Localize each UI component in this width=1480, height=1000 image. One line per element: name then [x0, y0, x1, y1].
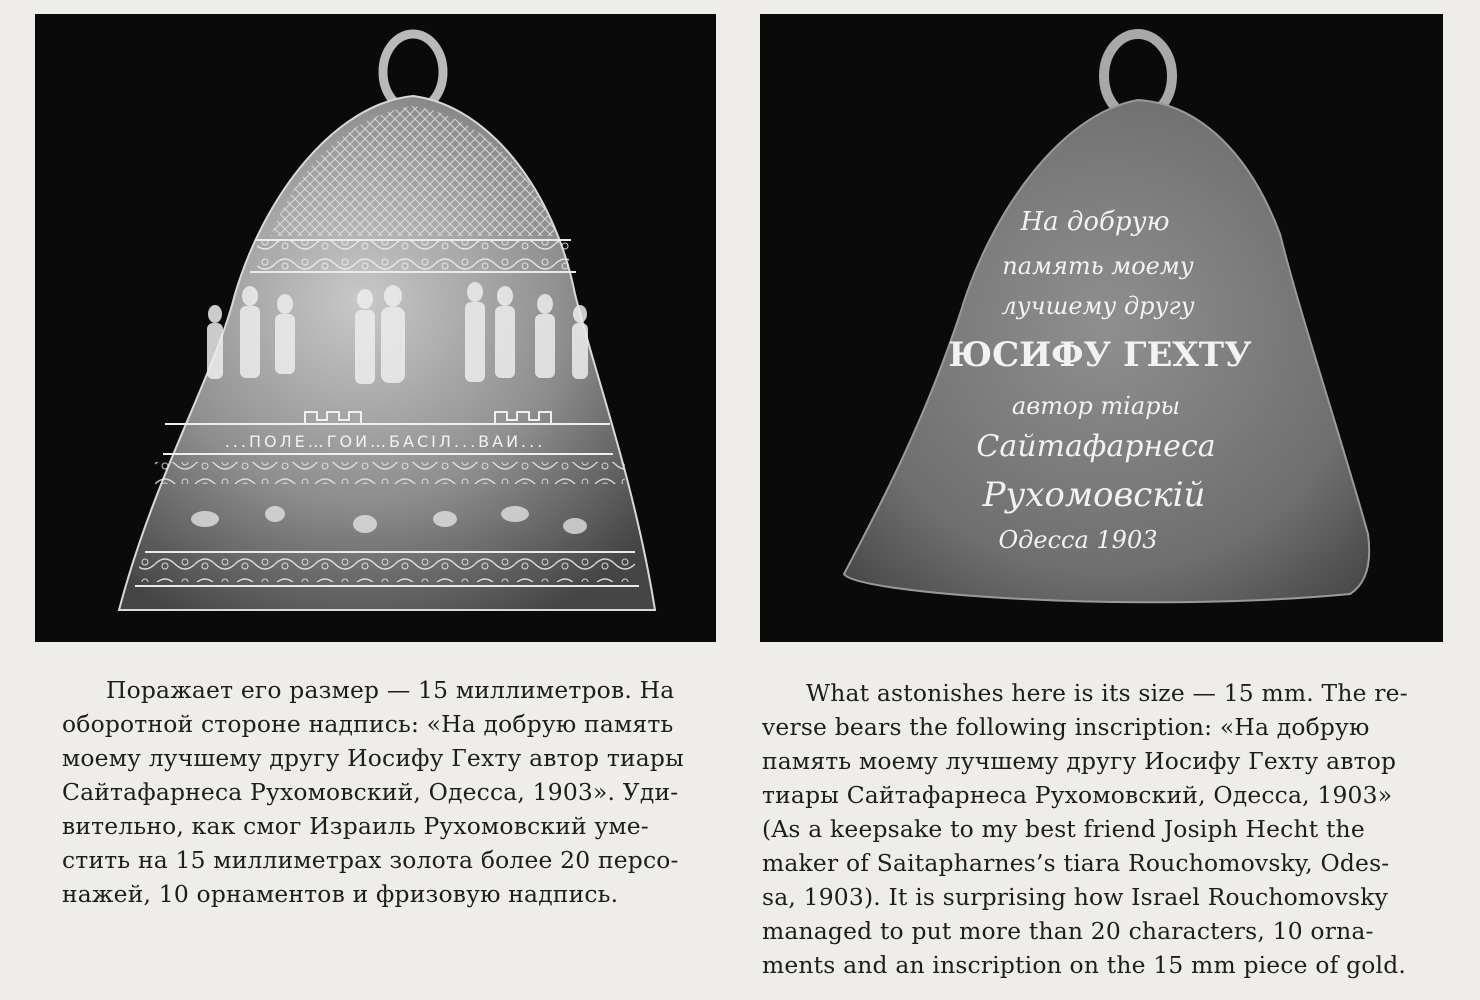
- caption-ru-line: нажей, 10 орнаментов и фризовую надпись.: [62, 880, 619, 908]
- inscription-line-6: Сайтафарнеса: [976, 429, 1216, 464]
- reverse-tiara-image: [760, 14, 1443, 642]
- caption-ru-line: стить на 15 миллиметрах золота более 20 персо-: [62, 846, 679, 874]
- caption-en-line: maker of Saitapharnes’s tiara Rouchomovsky, Odes-: [762, 849, 1390, 877]
- caption-ru-line: Сайтафарнеса Рухомовский, Одесса, 1903». Уди-: [62, 778, 679, 806]
- inscription-line-2: память моему: [1002, 252, 1194, 280]
- inscription-line-8: Одесса 1903: [998, 526, 1158, 554]
- caption-ru-line: вительно, как смог Израиль Рухомовский уме-: [62, 812, 649, 840]
- inscription-line-5: автор тiары: [1011, 392, 1181, 420]
- caption-en-line: (As a keepsake to my best friend Josiph Hecht the: [762, 815, 1365, 843]
- inscription-line-3: лучшему другу: [1001, 292, 1195, 320]
- caption-ru-line: Поражает его размер — 15 миллиметров. На: [106, 676, 675, 704]
- caption-en-line: память моему лучшему другу Иосифу Гехту автор: [762, 747, 1397, 775]
- inscription-line-4: ЮСИФУ ГЕХТУ: [948, 335, 1252, 375]
- caption-en-line: ments and an inscription on the 15 mm piece of gold.: [762, 951, 1407, 979]
- caption-en-line: managed to put more than 20 characters, 10 orna-: [762, 917, 1374, 945]
- caption-english: [762, 676, 1444, 982]
- obverse-tiara-image: [35, 14, 716, 642]
- caption-en-line: sa, 1903). It is surprising how Israel Rouchomovsky: [762, 883, 1388, 911]
- inscription-line-1: На добрую: [1020, 207, 1170, 237]
- caption-en-line: verse bears the following inscription: «На добрую: [762, 713, 1370, 741]
- reverse-photo: [760, 14, 1443, 642]
- caption-en-line: тиары Сайтафарнеса Рухомовский, Одесса, 1903»: [762, 781, 1393, 809]
- caption-russian: [62, 673, 718, 911]
- obverse-photo: [35, 14, 716, 642]
- inscription-line-7: Рухомовскiй: [982, 475, 1206, 515]
- caption-ru-line: оборотной стороне надпись: «На добрую память: [62, 710, 674, 738]
- frieze-inscription: ...ПОЛЕ…ГОИ…БАСІЛ...ВАИ...: [224, 432, 546, 451]
- caption-en-line: What astonishes here is its size — 15 mm. The re-: [806, 679, 1408, 707]
- caption-ru-line: моему лучшему другу Иосифу Гехту автор тиары: [62, 744, 684, 772]
